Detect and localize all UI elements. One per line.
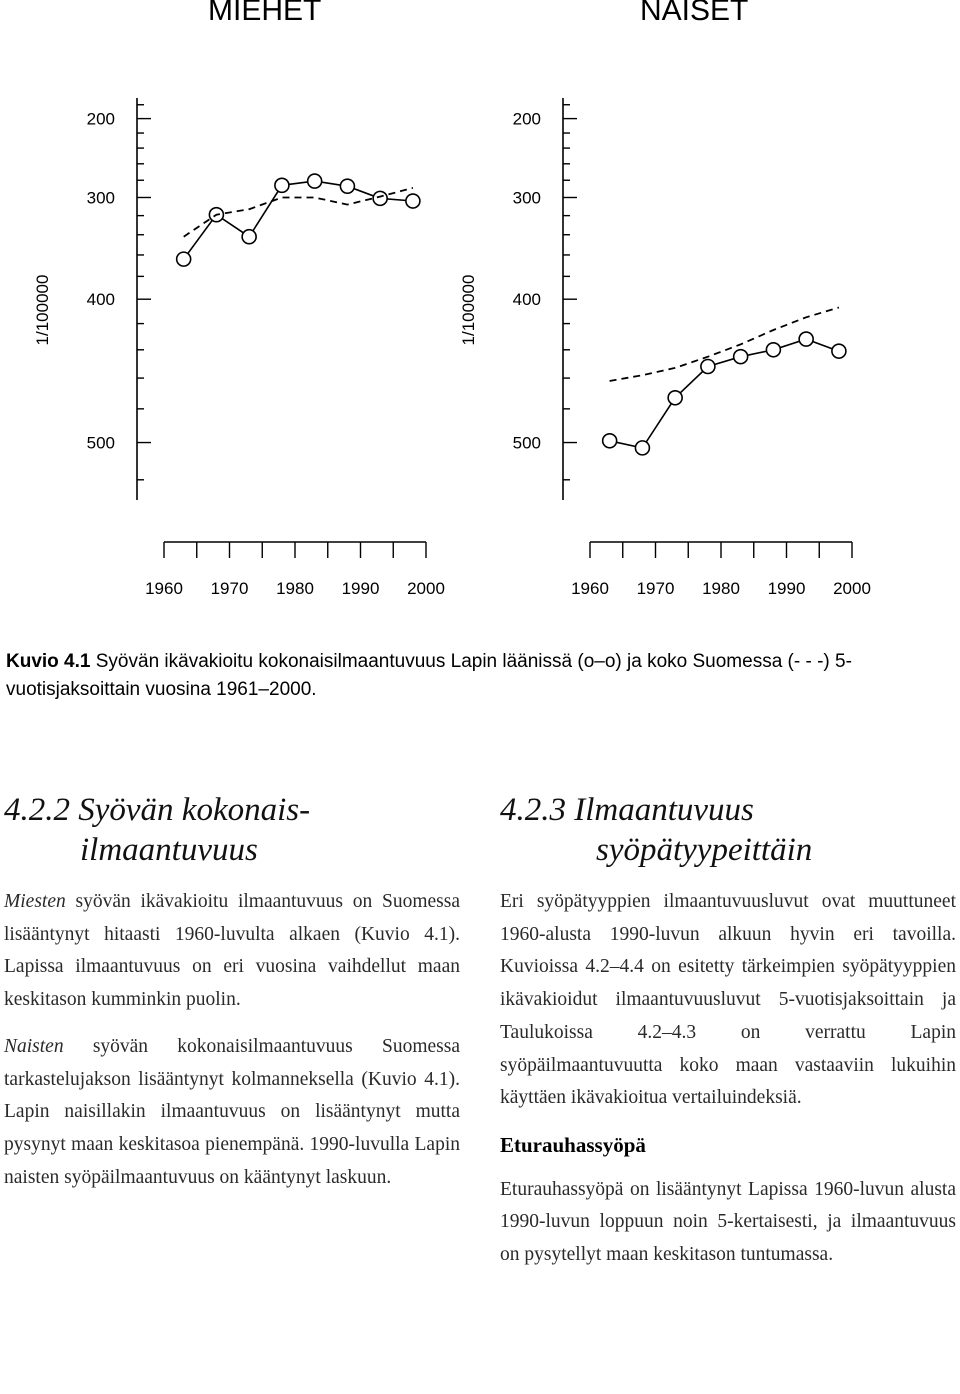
x-tick-label: 2000 [407,579,445,598]
incidence-figure [0,0,960,640]
x-tick-label: 1990 [767,579,806,598]
heading-line-2: syöpätyypeittäin [596,832,813,868]
panel-title-women: NAISET [640,0,749,27]
y-tick-label: 200 [86,109,115,129]
y-tick-label: 200 [512,109,541,129]
heading-line-1: 4.2.2 Syövän kokonais- [4,792,311,828]
x-tick-label: 1990 [341,579,380,598]
data-point-lapland [766,343,780,357]
y-tick-label: 500 [512,433,541,453]
section-heading-4-2-2 [4,790,460,870]
chart-panel-men [33,98,445,598]
y-tick-label: 400 [86,290,115,310]
y-tick-label: 400 [512,290,541,310]
data-point-lapland [832,344,846,358]
chart-panel-women [459,98,871,598]
heading-line-2: ilmaantuvuus [80,832,258,868]
right-column [500,790,956,1286]
x-tick-label: 1970 [210,579,249,598]
data-point-lapland [373,191,387,205]
x-tick-label: 1960 [571,579,609,598]
x-tick-label: 1980 [702,579,740,598]
series-line-lapland [610,339,839,448]
left-column [4,790,460,1208]
subheading-prostate: Eturauhassyöpä [500,1132,646,1157]
section-heading-4-2-3 [500,790,956,870]
data-point-lapland [406,194,420,208]
x-tick-label: 1960 [145,579,183,598]
data-point-lapland [308,174,322,188]
data-point-lapland [603,434,617,448]
y-tick-label: 300 [512,188,541,208]
data-point-lapland [799,332,813,346]
paragraph-men-text: syövän ikävakioitu ilmaantuvuus on Suomessa lisääntynyt hitaasti 1960-luvulta alkaen (Kuvio 4.1). Lapissa ilmaantuvuus on eri vuosina vaihdellut maan keskitason kumminkin puolin. [4,891,460,1011]
heading-line-1: 4.2.3 Ilmaantuvuus [500,792,754,828]
y-axis-label: 1/100000 [33,274,52,346]
panel-title-men: MIEHET [208,0,322,27]
data-point-lapland [340,179,354,193]
paragraph-cancer-types: Eri syöpätyyppien ilmaantuvuusluvut ovat muuttuneet 1960-alusta 1990-luvun alkuun hyvin eri tavoilla. Kuvioissa 4.2–4.4 on esitetty tärkeimpien syöpätyyppien ikävakioidut ilmaantuvuusluvut 5-vuotisjaksoittain ja Taulukoissa 4.2–4.3 on verrattu Lapin syöpäilmaantuvuutta koko maan vastaaviin lukuihin käyttäen ikävakioitua vertailuindeksiä. [500,891,956,1109]
caption-text: Syövän ikävakioitu kokonaisilmaantuvuus Lapin läänissä (o–o) ja koko Suomessa (- - -) 5-vuotisjaksoittain vuosina 1961–2000. [6,651,852,700]
emphasis-men: Miesten [4,891,66,912]
x-tick-label: 1980 [276,579,314,598]
paragraph-prostate: Eturauhassyöpä on lisääntynyt Lapissa 1960-luvun alusta 1990-luvun loppuun noin 5-kertaisesti, ja ilmaantuvuus on pysytellyt maan keskitason tuntumassa. [500,1178,956,1266]
emphasis-women: Naisten [4,1035,64,1057]
paragraph-men [4,886,460,1017]
data-point-lapland [668,391,682,405]
data-point-lapland [177,252,191,266]
paragraph-women-text: syövän kokonaisilmaantuvuus Suomessa tarkastelujakson lisääntynyt kolmanneksella (Kuvio 4.1). Lapin naisillakin ilmaantuvuus on lisääntynyt mutta pysynyt maan keskitasoa pienempänä. 1990-luvulla Lapin naisten syöpäilmaantuvuus on kääntynyt laskuun. [4,1035,460,1188]
data-point-lapland [701,359,715,373]
data-point-lapland [242,230,256,244]
x-tick-label: 1970 [636,579,675,598]
paragraph-women [4,1031,460,1195]
figure-caption [6,648,906,704]
data-point-lapland [635,441,649,455]
y-axis-label: 1/100000 [459,274,478,346]
y-tick-label: 500 [86,433,115,453]
data-point-lapland [734,350,748,364]
x-tick-label: 2000 [833,579,871,598]
caption-label: Kuvio 4.1 [6,651,91,672]
data-point-lapland [275,178,289,192]
y-tick-label: 300 [86,188,115,208]
